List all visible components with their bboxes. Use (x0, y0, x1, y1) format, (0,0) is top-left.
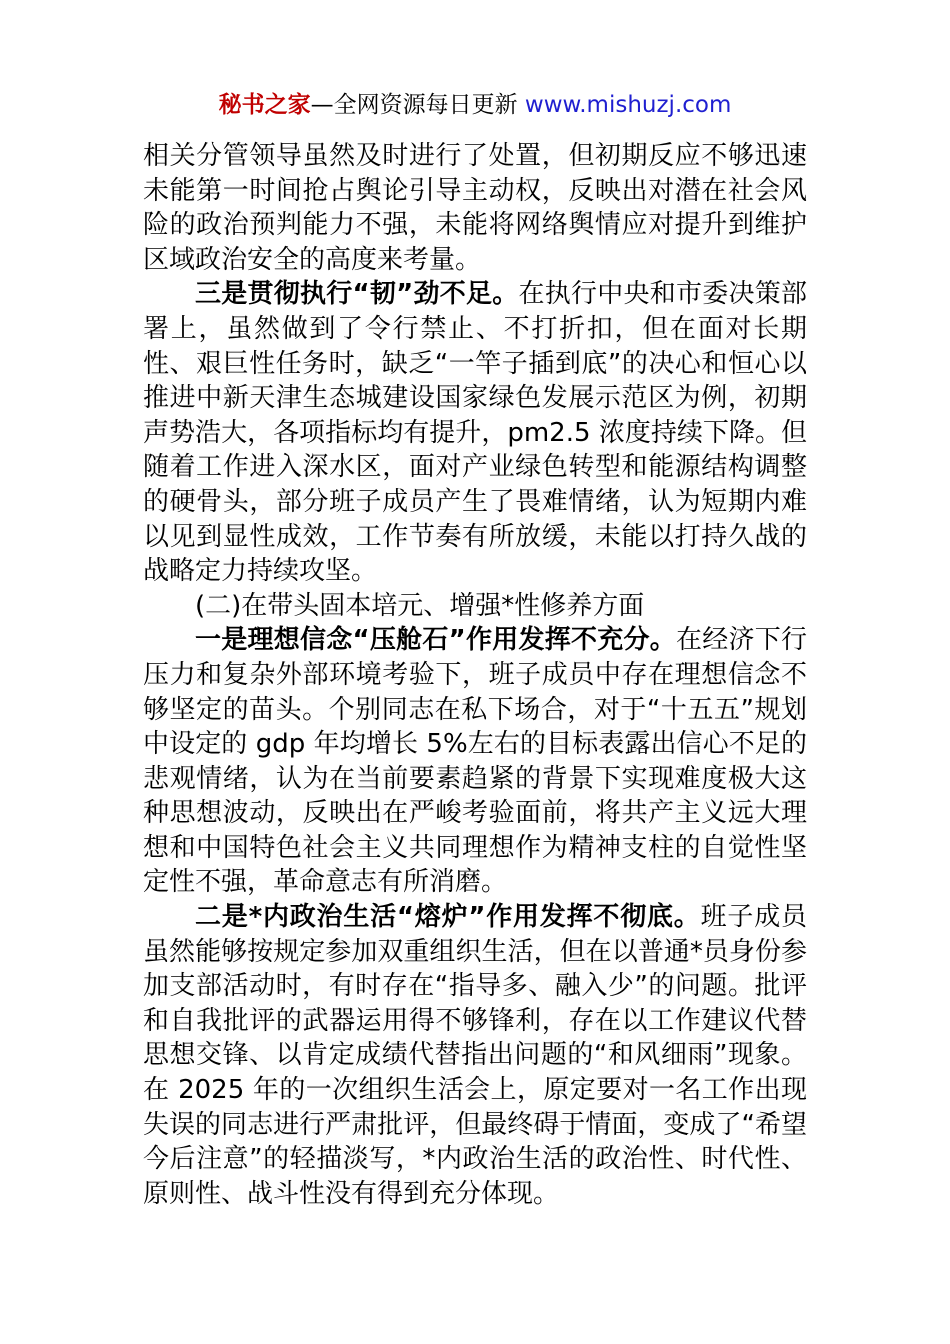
paragraph-lead: 三是贯彻执行“韧”劲不足。 (195, 279, 519, 310)
paragraph-4 (143, 623, 807, 900)
paragraph-lead: 一是理想信念“压舱石”作用发挥不充分。 (195, 625, 676, 656)
paragraph-2 (143, 277, 807, 588)
paragraph-5 (143, 900, 807, 1211)
site-tagline: —全网资源每日更新 (310, 92, 525, 118)
paragraph-text: 班子成员虽然能够按规定参加双重组织生活，但在以普通*员身份参加支部活动时，有时存在“指导多、融入少”的问题。批评和自我批评的武器运用得不够锋利，存在以工作建议代替思想交锋、以肯定成绩代替指出问题的“和风细雨”现象。在 2025 年的一次组织生活会上，原定要对一名工作出现失误的同志进行严肃批评，但最终碍于情面，变成了“希望今后注意”的轻描淡写，*内政治生活的政治性、时代性、原则性、战斗性没有得到充分体现。 (143, 902, 807, 1209)
paragraph-text: 在经济下行压力和复杂外部环境考验下，班子成员中存在理想信念不够坚定的苗头。个别同志在私下场合，对于“十五五”规划中设定的 gdp 年均增长 5%左右的目标表露出信心不足的悲观情绪，认为在当前要素趋紧的背景下实现难度极大这种思想波动，反映出在严峻考验面前，将共产主义远大理想和中国特色社会主义共同理想作为精神支柱的自觉性坚定性不强，革命意志有所消磨。 (143, 625, 807, 898)
section-heading (143, 589, 807, 624)
site-header (0, 90, 950, 120)
paragraph-1 (143, 139, 807, 277)
paragraph-text: (二)在带头固本培元、增强*性修养方面 (195, 590, 645, 621)
document-body (143, 139, 807, 1211)
paragraph-text: 在执行中央和市委决策部署上，虽然做到了令行禁止、不打折扣，但在面对长期性、艰巨性任务时，缺乏“一竿子插到底”的决心和恒心以推进中新天津生态城建设国家绿色发展示范区为例，初期声势浩大，各项指标均有提升，pm2.5 浓度持续下降。但随着工作进入深水区，面对产业绿色转型和能源结构调整的硬骨头，部分班子成员产生了畏难情绪，认为短期内难以见到显性成效，工作节奏有所放缓，未能以打持久战的战略定力持续攻坚。 (143, 279, 807, 587)
site-url[interactable]: www.mishuzj.com (524, 92, 732, 118)
paragraph-text: 相关分管领导虽然及时进行了处置，但初期反应不够迅速未能第一时间抢占舆论引导主动权，反映出对潜在社会风险的政治预判能力不强，未能将网络舆情应对提升到维护区域政治安全的高度来考量。 (143, 141, 807, 275)
site-brand: 秘书之家 (218, 92, 311, 118)
paragraph-lead: 二是*内政治生活“熔炉”作用发挥不彻底。 (195, 902, 701, 933)
